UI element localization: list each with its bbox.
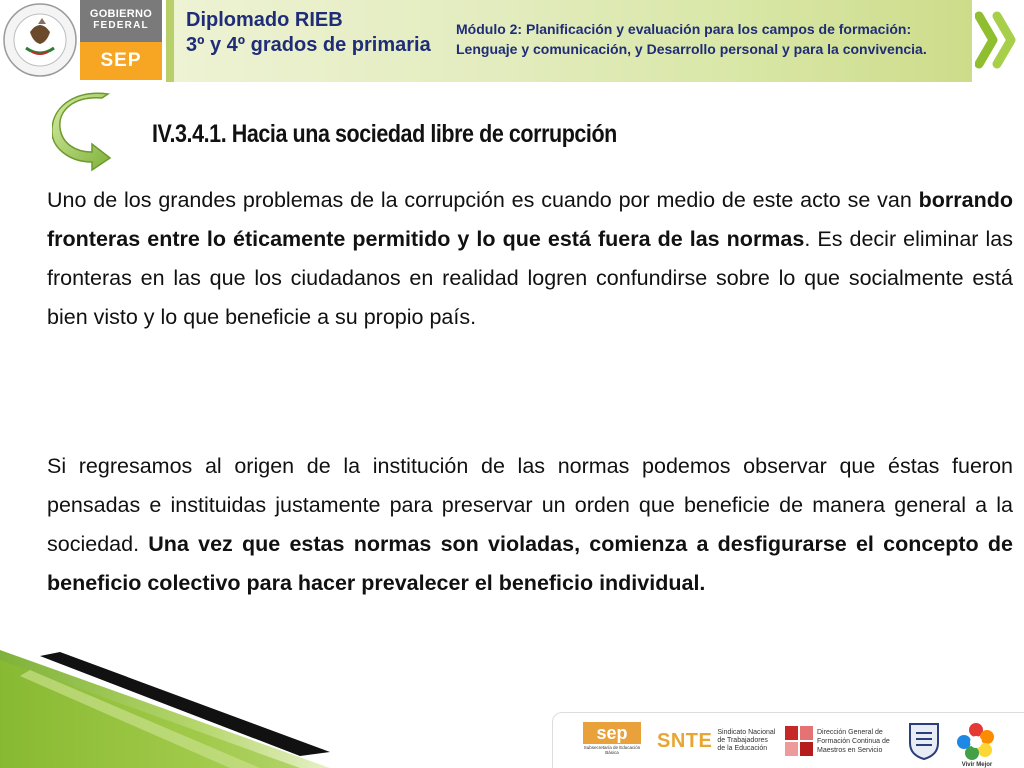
paragraph-2	[47, 447, 1013, 603]
dgfc-logo	[785, 713, 890, 768]
paragraph-1-text-a: Uno de los grandes problemas de la corrupción es cuando por medio de este acto se van	[47, 188, 919, 212]
sep-label: SEP	[80, 42, 162, 80]
vivir-mejor-logo	[957, 713, 995, 768]
dgfc-caption-line1: Dirección General de	[817, 728, 883, 736]
gobierno-line1: GOBIERNO	[89, 8, 153, 20]
header-banner	[0, 0, 1024, 82]
diplomado-line1: Diplomado RIEB	[186, 9, 343, 31]
sep-logo	[583, 713, 641, 768]
modulo-description	[456, 19, 927, 59]
footer-logos	[552, 712, 1024, 768]
unam-logo	[907, 713, 941, 768]
dgfc-caption	[817, 728, 890, 755]
dgfc-mark-icon	[785, 726, 813, 756]
curved-arrow-icon[interactable]	[52, 92, 116, 172]
vivir-mejor-mark	[957, 721, 995, 768]
modulo-line2: Lenguaje y comunicación, y Desarrollo personal y para la convivencia.	[456, 41, 927, 57]
paragraph-1-text-b: . Es decir eliminar las fronteras en las que los ciudadanos en realidad logren confundirse sobre lo que socialmente está bien visto y lo que beneficie a su propio país.	[47, 227, 1013, 329]
sep-logo-text: sep	[583, 722, 641, 744]
modulo-line1: Módulo 2: Planificación y evaluación para los campos de formación:	[456, 21, 912, 37]
snte-caption-line2: de Trabajadores	[717, 737, 768, 744]
diplomado-banner	[166, 0, 972, 82]
gobierno-line2: FEDERAL	[93, 20, 149, 31]
dgfc-caption-line2: Formación Continua de	[817, 737, 890, 745]
diplomado-title	[186, 8, 431, 58]
double-chevron-icon[interactable]	[975, 10, 1021, 70]
snte-caption-line3: de la Educación	[717, 745, 768, 752]
sep-logo-subtitle: Subsecretaría de Educación Básica	[583, 745, 641, 755]
vivir-mejor-flower-icon	[957, 721, 995, 761]
mexican-seal-icon	[2, 2, 78, 78]
paragraph-2-text-a: Si regresamos al origen de la institución de las normas podemos observar que éstas fueron pensadas e instituidas justamente para preservar un orden que beneficie de manera general a la sociedad.	[47, 454, 1013, 556]
snte-logo	[657, 713, 775, 768]
paragraph-2-bold: Una vez que estas normas son violadas, comienza a desfigurarse el concepto de beneficio colectivo para hacer prevalecer el beneficio individual.	[47, 532, 1014, 595]
snte-caption-line1: Sindicato Nacional	[717, 729, 776, 736]
banner-accent-bar	[166, 0, 174, 82]
gobierno-federal-sep-logo	[80, 0, 162, 82]
paragraph-1-bold: borrando fronteras entre lo éticamente permitido y lo que está fuera de las normas	[47, 188, 1013, 251]
page-title: IV.3.4.1. Hacia una sociedad libre de corrupción	[152, 120, 617, 148]
unam-shield-icon	[907, 721, 941, 761]
snte-caption	[717, 729, 775, 753]
vivir-mejor-label: Vivir Mejor	[961, 762, 993, 768]
diplomado-line2: 3º y 4º grados de primaria	[186, 34, 431, 56]
gobierno-federal-label	[80, 0, 162, 42]
dgfc-caption-line3: Maestros en Servicio	[817, 746, 883, 754]
sep-logo-mark	[583, 722, 641, 760]
snte-logo-text: SNTE	[657, 729, 713, 752]
paragraph-1	[47, 181, 1013, 337]
